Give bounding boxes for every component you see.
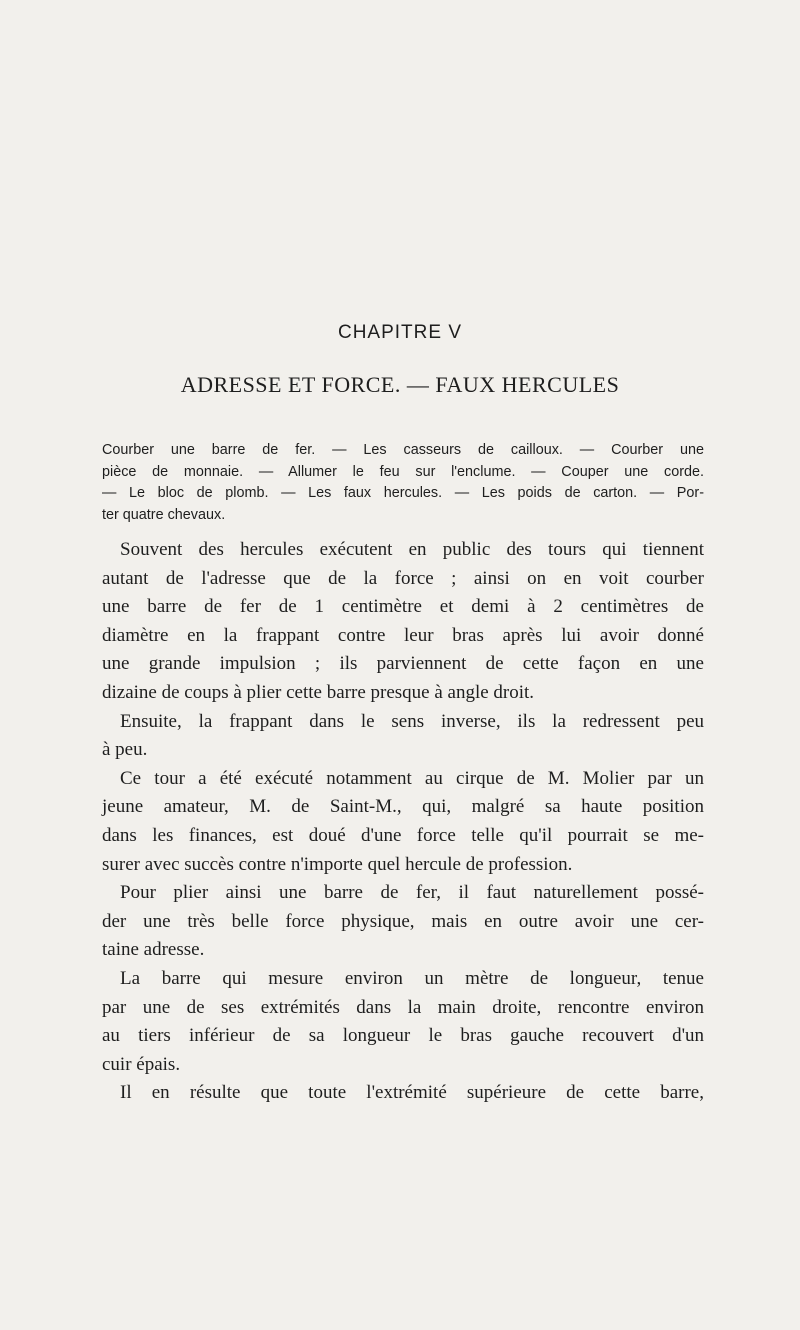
body-line: à peu. (102, 739, 148, 761)
body-line: Ce tour a été exécuté notamment au cirque de M. Molier par un (120, 767, 704, 789)
body-line: au tiers inférieur de sa longueur le bras gauche recouvert d'un (102, 1025, 704, 1047)
body-line: jeune amateur, M. de Saint-M., qui, malgré sa haute position (102, 796, 704, 818)
body-line: taine adresse. (102, 939, 205, 961)
body-line: Ensuite, la frappant dans le sens inverse, ils la redressent peu (120, 710, 704, 732)
chapter-heading: CHAPITRE V (337, 322, 463, 343)
chapter-summary (102, 440, 704, 526)
chapter-title: ADRESSE ET FORCE. — FAUX HERCULES (180, 372, 620, 397)
body-line: surer avec succès contre n'importe quel hercule de profession. (102, 853, 573, 875)
body-line: der une très belle force physique, mais en outre avoir une cer- (102, 910, 704, 932)
body-line: dizaine de coups à plier cette barre presque à angle droit. (102, 681, 535, 703)
body-line: dans les finances, est doué d'une force telle qu'il pourrait se me- (102, 824, 704, 846)
body-text (102, 536, 704, 1108)
body-line: une grande impulsion ; ils parviennent de cette façon en une (102, 653, 704, 675)
body-line: Il en résulte que toute l'extrémité supérieure de cette barre, (120, 1082, 704, 1104)
body-line: cuir épais. (102, 1053, 181, 1075)
body-line: par une de ses extrémités dans la main droite, rencontre environ (102, 996, 704, 1018)
body-line: Pour plier ainsi une barre de fer, il faut naturellement possé- (120, 882, 704, 904)
body-line: Souvent des hercules exécutent en public des tours qui tiennent (120, 539, 704, 560)
body-line: La barre qui mesure environ un mètre de longueur, tenue (120, 967, 704, 989)
body-line: autant de l'adresse que de la force ; ainsi on en voit courber (102, 567, 704, 589)
summary-line: ter quatre chevaux. (102, 506, 226, 523)
body-line: diamètre en la frappant contre leur bras après lui avoir donné (102, 624, 704, 646)
summary-line: Courber une barre de fer. — Les casseurs de cailloux. — Courber une (102, 442, 704, 458)
body-line: une barre de fer de 1 centimètre et demi à 2 centimètres de (102, 596, 704, 618)
summary-line: — Le bloc de plomb. — Les faux hercules. — Les poids de carton. — Por- (102, 485, 704, 501)
summary-line: pièce de monnaie. — Allumer le feu sur l'enclume. — Couper une corde. (102, 463, 704, 480)
